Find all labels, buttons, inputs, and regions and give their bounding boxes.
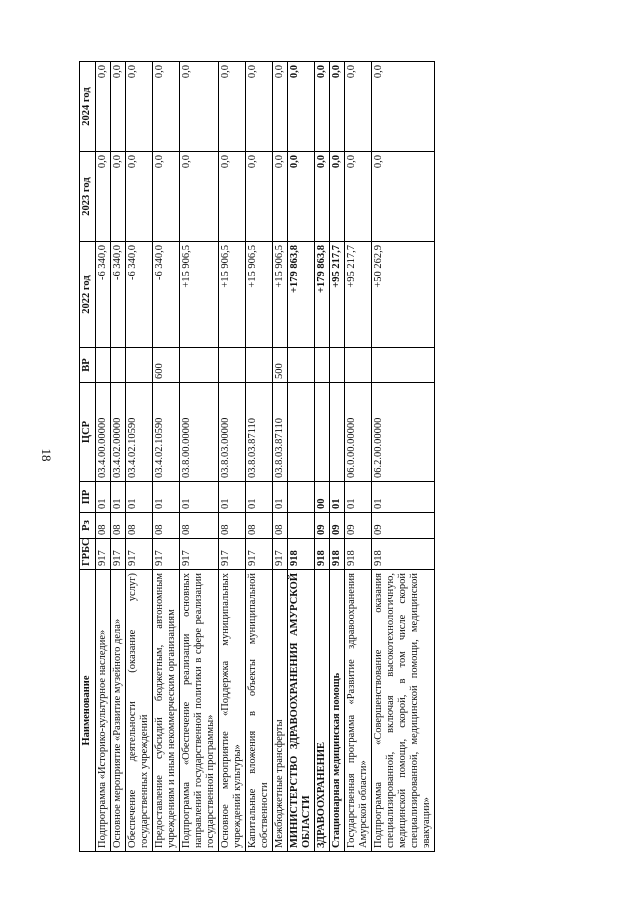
row-rz: 09 <box>372 513 435 539</box>
row-csr: 03.4.02.10590 <box>153 383 180 482</box>
row-grbs: 918 <box>345 539 372 570</box>
row-2022: -6 340,0 <box>126 242 153 348</box>
row-pr: 01 <box>372 482 435 513</box>
row-name: Основное мероприятие «Поддержка муниципальных учреждений культуры» <box>219 570 246 852</box>
row-name: Предоставление субсидий бюджетным, автономным учреждениям и иным некоммерческим организациям <box>153 570 180 852</box>
row-2023: 0,0 <box>315 152 330 242</box>
row-rz: 08 <box>126 513 153 539</box>
row-2024: 0,0 <box>153 62 180 152</box>
row-2024: 0,0 <box>315 62 330 152</box>
row-rz: 08 <box>180 513 219 539</box>
row-pr: 01 <box>219 482 246 513</box>
row-2024: 0,0 <box>111 62 126 152</box>
table-body <box>96 62 435 852</box>
row-vr <box>372 348 435 383</box>
row-name: МИНИСТЕРСТВО ЗДРАВООХРАНЕНИЯ АМУРСКОЙ ОБЛАСТИ <box>288 570 315 852</box>
header-2023: 2023 год <box>80 152 96 242</box>
row-rz <box>288 513 315 539</box>
row-2022: +15 906,5 <box>273 242 288 348</box>
row-csr: 03.8.00.00000 <box>180 383 219 482</box>
row-name: Межбюджетные трансферты <box>273 570 288 852</box>
row-2024: 0,0 <box>219 62 246 152</box>
table-row <box>273 62 288 852</box>
row-2024: 0,0 <box>96 62 111 152</box>
header-grbs: ГРБС <box>80 539 96 570</box>
table-row <box>345 62 372 852</box>
row-2023: 0,0 <box>246 152 273 242</box>
row-2024: 0,0 <box>288 62 315 152</box>
table-row <box>96 62 111 852</box>
row-csr <box>315 383 330 482</box>
row-2024: 0,0 <box>126 62 153 152</box>
row-2022: +50 262,9 <box>372 242 435 348</box>
row-grbs: 917 <box>153 539 180 570</box>
row-2022: +95 217,7 <box>345 242 372 348</box>
header-name: Наименование <box>80 570 96 852</box>
row-name: Подпрограмма «Совершенствование оказания специализированной, включая высокотехнологичную, медицинской помощи, скорой, в том числе скорой специализированной, медицинской помощи, медицинской эвакуации» <box>372 570 435 852</box>
row-vr <box>219 348 246 383</box>
header-pr: ПР <box>80 482 96 513</box>
row-2022: -6 340,0 <box>111 242 126 348</box>
row-pr: 01 <box>273 482 288 513</box>
row-rz: 08 <box>219 513 246 539</box>
rotated-table-container <box>79 62 504 852</box>
row-pr: 01 <box>330 482 345 513</box>
row-2022: -6 340,0 <box>153 242 180 348</box>
row-vr <box>246 348 273 383</box>
table-row <box>372 62 435 852</box>
row-grbs: 917 <box>273 539 288 570</box>
row-2022: +15 906,5 <box>219 242 246 348</box>
row-csr: 03.8.03.87110 <box>246 383 273 482</box>
row-grbs: 917 <box>180 539 219 570</box>
row-csr: 06.0.00.00000 <box>345 383 372 482</box>
header-2022: 2022 год <box>80 242 96 348</box>
page-number: 18 <box>39 448 54 462</box>
row-pr: 01 <box>126 482 153 513</box>
row-rz: 08 <box>96 513 111 539</box>
row-csr <box>330 383 345 482</box>
header-csr: ЦСР <box>80 383 96 482</box>
row-rz: 08 <box>153 513 180 539</box>
row-csr: 03.4.02.10590 <box>126 383 153 482</box>
row-pr: 01 <box>153 482 180 513</box>
header-rz: Рз <box>80 513 96 539</box>
row-2022: -6 340,0 <box>96 242 111 348</box>
table-row <box>288 62 315 852</box>
row-2023: 0,0 <box>219 152 246 242</box>
row-2023: 0,0 <box>96 152 111 242</box>
row-2022: +179 863,8 <box>315 242 330 348</box>
row-2023: 0,0 <box>153 152 180 242</box>
row-pr: 01 <box>180 482 219 513</box>
row-vr <box>180 348 219 383</box>
row-grbs: 917 <box>111 539 126 570</box>
row-rz: 08 <box>246 513 273 539</box>
row-vr <box>315 348 330 383</box>
row-vr: 600 <box>153 348 180 383</box>
row-csr: 03.4.00.00000 <box>96 383 111 482</box>
row-name: Обеспечение деятельности (оказание услуг) государственных учреждений <box>126 570 153 852</box>
table-row <box>153 62 180 852</box>
row-2023: 0,0 <box>111 152 126 242</box>
row-name: Основное мероприятие «Развитие музейного дела» <box>111 570 126 852</box>
row-vr <box>288 348 315 383</box>
row-vr: 500 <box>273 348 288 383</box>
row-name: Подпрограмма «Историко-культурное наследие» <box>96 570 111 852</box>
row-vr <box>111 348 126 383</box>
row-2024: 0,0 <box>273 62 288 152</box>
table-row <box>315 62 330 852</box>
row-vr <box>330 348 345 383</box>
row-name: ЗДРАВООХРАНЕНИЕ <box>315 570 330 852</box>
row-2024: 0,0 <box>345 62 372 152</box>
row-name: Государственная программа «Развитие здравоохранения Амурской области» <box>345 570 372 852</box>
row-vr <box>126 348 153 383</box>
row-2022: +15 906,5 <box>180 242 219 348</box>
row-csr: 03.8.03.87110 <box>273 383 288 482</box>
table-row <box>126 62 153 852</box>
row-grbs: 917 <box>219 539 246 570</box>
row-name: Стационарная медицинская помощь <box>330 570 345 852</box>
budget-table <box>79 61 435 852</box>
row-2023: 0,0 <box>126 152 153 242</box>
row-2023: 0,0 <box>345 152 372 242</box>
row-pr: 01 <box>96 482 111 513</box>
row-2023: 0,0 <box>273 152 288 242</box>
table-row <box>246 62 273 852</box>
row-grbs: 918 <box>315 539 330 570</box>
row-name: Капитальные вложения в объекты муниципальной собственности <box>246 570 273 852</box>
row-2023: 0,0 <box>180 152 219 242</box>
row-pr: 01 <box>111 482 126 513</box>
table-row <box>180 62 219 852</box>
row-grbs: 918 <box>372 539 435 570</box>
row-rz: 09 <box>345 513 372 539</box>
row-rz: 09 <box>330 513 345 539</box>
row-csr: 03.8.03.00000 <box>219 383 246 482</box>
row-pr <box>288 482 315 513</box>
row-grbs: 918 <box>288 539 315 570</box>
row-2023: 0,0 <box>372 152 435 242</box>
table-row <box>330 62 345 852</box>
header-2024: 2024 год <box>80 62 96 152</box>
row-2022: +95 217,7 <box>330 242 345 348</box>
row-grbs: 918 <box>330 539 345 570</box>
row-2022: +15 906,5 <box>246 242 273 348</box>
row-pr: 00 <box>315 482 330 513</box>
table-header-row <box>80 62 96 852</box>
row-vr <box>96 348 111 383</box>
row-name: Подпрограмма «Обеспечение реализации основных направлений государственной политики в сфере реализации государственной программы» <box>180 570 219 852</box>
row-pr: 01 <box>246 482 273 513</box>
row-pr: 01 <box>345 482 372 513</box>
row-2023: 0,0 <box>330 152 345 242</box>
row-2024: 0,0 <box>372 62 435 152</box>
row-csr: 03.4.02.00000 <box>111 383 126 482</box>
row-grbs: 917 <box>96 539 111 570</box>
row-rz: 09 <box>315 513 330 539</box>
row-grbs: 917 <box>126 539 153 570</box>
table-row <box>111 62 126 852</box>
row-grbs: 917 <box>246 539 273 570</box>
row-2023: 0,0 <box>288 152 315 242</box>
header-vr: ВР <box>80 348 96 383</box>
row-rz: 08 <box>111 513 126 539</box>
row-2024: 0,0 <box>246 62 273 152</box>
table-row <box>219 62 246 852</box>
row-csr: 06.2.00.00000 <box>372 383 435 482</box>
row-rz: 08 <box>273 513 288 539</box>
row-2024: 0,0 <box>330 62 345 152</box>
row-csr <box>288 383 315 482</box>
row-vr <box>345 348 372 383</box>
row-2024: 0,0 <box>180 62 219 152</box>
row-2022: +179 863,8 <box>288 242 315 348</box>
